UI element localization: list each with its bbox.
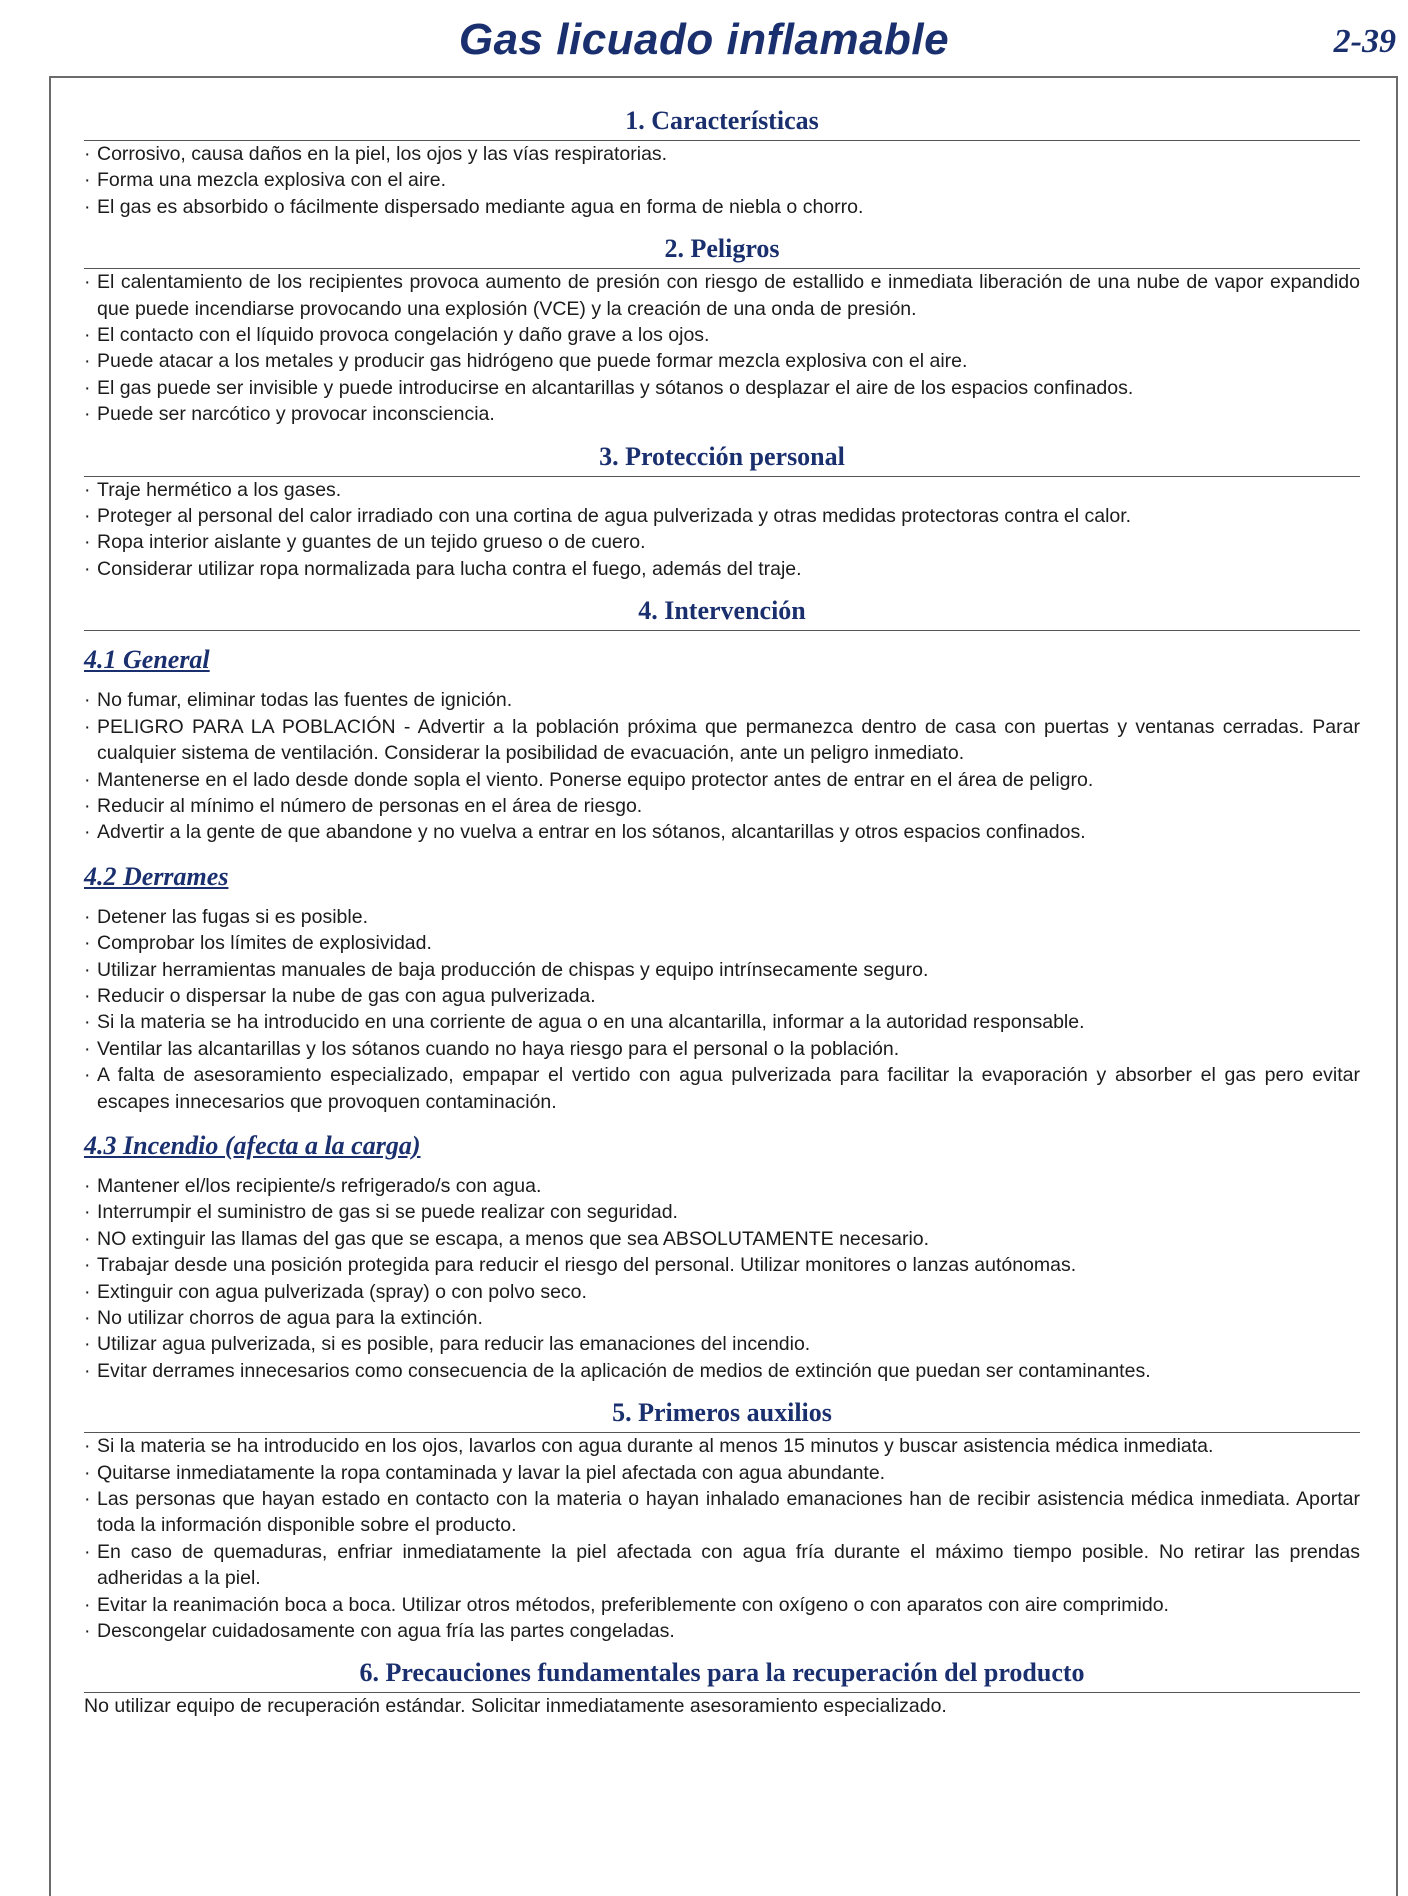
list-item: · Ventilar las alcantarillas y los sótanos cuando no haya riesgo para el personal o la población. [84,1036,1360,1062]
list-item: · Evitar derrames innecesarios como consecuencia de la aplicación de medios de extinción que puedan ser contaminantes. [84,1358,1360,1384]
section-title: 5. Primeros auxilios [84,1396,1360,1433]
list-item: · Puede ser narcótico y provocar inconsciencia. [84,401,1360,427]
section-title: 6. Precauciones fundamentales para la recuperación del producto [84,1656,1360,1693]
list-item: · Traje hermético a los gases. [84,477,1360,503]
bullet-list [84,904,1360,1115]
list-item: · No fumar, eliminar todas las fuentes de ignición. [84,687,1360,713]
list-item: · Extinguir con agua pulverizada (spray) o con polvo seco. [84,1279,1360,1305]
section-intervencion [84,594,1360,1384]
bullet-list [84,687,1360,845]
document-body [84,104,1360,1720]
list-item: · Reducir al mínimo el número de personas en el área de riesgo. [84,793,1360,819]
section-title: 4. Intervención [84,594,1360,631]
list-item: · Las personas que hayan estado en contacto con la materia o hayan inhalado emanaciones han de recibir asistencia médica inmediata. Aportar toda la información disponible sobre el producto. [84,1486,1360,1539]
list-item: · Utilizar agua pulverizada, si es posible, para reducir las emanaciones del incendio. [84,1331,1360,1357]
bullet-list [84,141,1360,220]
list-item: · Descongelar cuidadosamente con agua fría las partes congeladas. [84,1618,1360,1644]
list-item: · PELIGRO PARA LA POBLACIÓN - Advertir a la población próxima que permanezca dentro de casa con puertas y ventanas cerradas. Parar cualquier sistema de ventilación. Considerar la posibilidad de evacuación, ante un peligro inmediato. [84,714,1360,767]
bullet-list [84,269,1360,427]
page-number: 2-39 [1333,23,1396,60]
subsection-title-incendio: 4.3 Incendio (afecta a la carga) [84,1130,421,1160]
list-item: · Utilizar herramientas manuales de baja producción de chispas y equipo intrínsecamente seguro. [84,957,1360,983]
list-item: · Corrosivo, causa daños en la piel, los ojos y las vías respiratorias. [84,141,1360,167]
recuperacion-text: No utilizar equipo de recuperación estándar. Solicitar inmediatamente asesoramiento especializado. [84,1695,947,1718]
list-item: · Puede atacar a los metales y producir gas hidrógeno que puede formar mezcla explosiva con el aire. [84,348,1360,374]
list-item: · Mantener el/los recipiente/s refrigerado/s con agua. [84,1173,1360,1199]
list-item: · Reducir o dispersar la nube de gas con agua pulverizada. [84,983,1360,1009]
list-item: · No utilizar chorros de agua para la extinción. [84,1305,1360,1331]
section-peligros [84,232,1360,427]
bullet-list [84,477,1360,583]
subsection-title-derrames: 4.2 Derrames [84,861,229,891]
list-item: · El gas puede ser invisible y puede introducirse en alcantarillas y sótanos o desplazar el aire de los espacios confinados. [84,375,1360,401]
list-item: · Ropa interior aislante y guantes de un tejido grueso o de cuero. [84,529,1360,555]
list-item: · Detener las fugas si es posible. [84,904,1360,930]
section-title: 1. Características [84,104,1360,141]
list-item: · El calentamiento de los recipientes provoca aumento de presión con riesgo de estallido e inmediata liberación de una nube de vapor expandido que puede incendiarse provocando una explosión (VCE) y la creación de una onda de presión. [84,269,1360,322]
list-item: · Si la materia se ha introducido en una corriente de agua o en una alcantarilla, informar a la autoridad responsable. [84,1009,1360,1035]
subsection-title-general: 4.1 General [84,645,210,675]
list-item: · Forma una mezcla explosiva con el aire. [84,167,1360,193]
list-item: · Si la materia se ha introducido en los ojos, lavarlos con agua durante al menos 15 minutos y buscar asistencia médica inmediata. [84,1433,1360,1459]
list-item: · Advertir a la gente de que abandone y no vuelva a entrar en los sótanos, alcantarillas y otros espacios confinados. [84,819,1360,845]
section-title: 2. Peligros [84,232,1360,269]
list-item: · Evitar la reanimación boca a boca. Utilizar otros métodos, preferiblemente con oxígeno o con aparatos con aire comprimido. [84,1592,1360,1618]
list-item: · Mantenerse en el lado desde donde sopla el viento. Ponerse equipo protector antes de entrar en el área de peligro. [84,767,1360,793]
section-precauciones-recuperacion [84,1656,1360,1719]
section-proteccion-personal [84,440,1360,583]
list-item: · Comprobar los límites de explosividad. [84,930,1360,956]
section-primeros-auxilios [84,1396,1360,1644]
list-item: · Trabajar desde una posición protegida para reducir el riesgo del personal. Utilizar monitores o lanzas autónomas. [84,1252,1360,1278]
section-title: 3. Protección personal [84,440,1360,477]
section-caracteristicas [84,104,1360,220]
page-title: Gas licuado inflamable [458,15,950,64]
bullet-list [84,1173,1360,1384]
list-item: · Interrumpir el suministro de gas si se puede realizar con seguridad. [84,1199,1360,1225]
list-item: · Quitarse inmediatamente la ropa contaminada y lavar la piel afectada con agua abundante. [84,1460,1360,1486]
list-item: · NO extinguir las llamas del gas que se escapa, a menos que sea ABSOLUTAMENTE necesario. [84,1226,1360,1252]
list-item: · Proteger al personal del calor irradiado con una cortina de agua pulverizada y otras medidas protectoras contra el calor. [84,503,1360,529]
list-item: · El contacto con el líquido provoca congelación y daño grave a los ojos. [84,322,1360,348]
list-item: · En caso de quemaduras, enfriar inmediatamente la piel afectada con agua fría durante el máximo tiempo posible. No retirar las prendas adheridas a la piel. [84,1539,1360,1592]
bullet-list [84,1433,1360,1644]
list-item: · A falta de asesoramiento especializado, empapar el vertido con agua pulverizada para facilitar la evaporación y absorber el gas pero evitar escapes innecesarios que provoquen contaminación. [84,1062,1360,1115]
list-item: · Considerar utilizar ropa normalizada para lucha contra el fuego, además del traje. [84,556,1360,582]
list-item: · El gas es absorbido o fácilmente dispersado mediante agua en forma de niebla o chorro. [84,194,1360,220]
